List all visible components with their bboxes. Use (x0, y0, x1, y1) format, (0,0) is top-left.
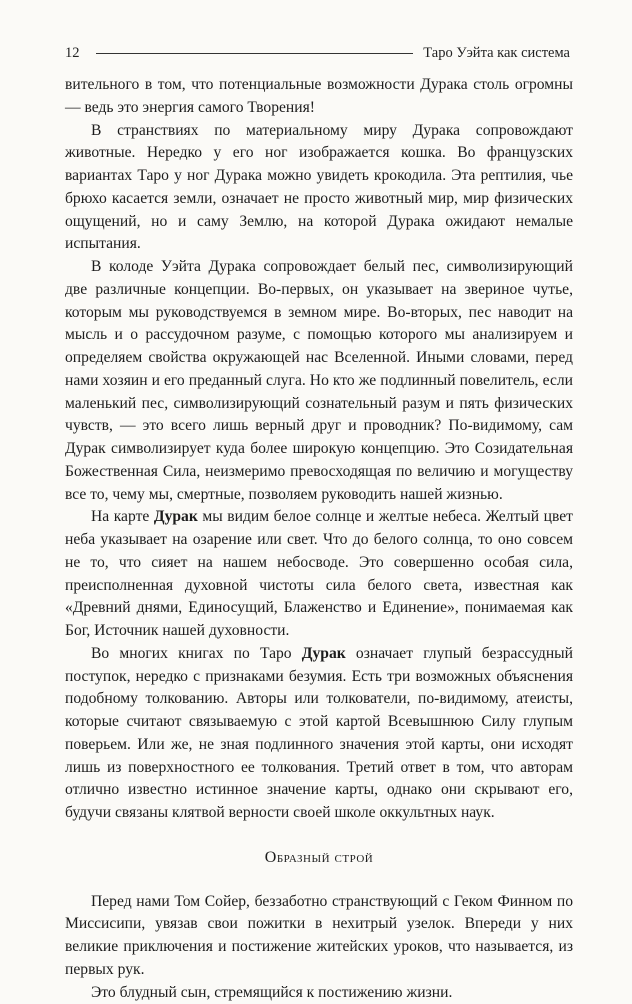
paragraph-2: В странствиях по материальному миру Дурака сопровождают животные. Нередко у его ног изображается кошка. Во французских вариантах Таро у ног Дурака можно увидеть крокодила. Эта рептилия, чье брюхо касается земли, означает не просто животный мир, мир физических ощущений, но и саму Землю, на которой Дурака ожидают немалые испытания. (65, 120, 573, 257)
paragraph-4-start: На карте (91, 508, 154, 525)
paragraph-3: В колоде Уэйта Дурака сопровождает белый пес, символизирующий две различные концепции. Во-первых, он указывает на звериное чутье, которым мы руководствуемся в земном мире. Во-вторых, пес наводит на мысль и о рассудочном разуме, с помощью которого мы анализируем и определяем свойства окружающей нас Вселенной. Иными словами, перед нами хозяин и его преданный слуга. Но кто же подлинный повелитель, если маленький пес, символизирующий сознательный разум и пять физических чувств, — это всего лишь верный друг и проводник? По-видимому, сам Дурак символизирует куда более широкую концепцию. Это Созидательная Божественная Сила, неизмеримо превосходящая по величию и могуществу все то, чему мы, смертные, позволяем руководить нашей жизнью. (65, 256, 573, 506)
running-title: Таро Уэйта как система (423, 45, 570, 62)
running-header (65, 42, 570, 64)
card-name-fool: Дурак (154, 508, 198, 525)
card-name-fool-2: Дурак (302, 645, 346, 662)
page-body (65, 74, 573, 1004)
section-heading: Образный строй (65, 847, 573, 870)
paragraph-4-rest: мы видим белое солнце и желтые небеса. Желтый цвет неба указывает на озарение или свет. Что до белого солнца, то оно совсем не то, что сияет на нашем небосводе. Это совершенно особая сила, преисполненная духовной чистоты сила белого света, известная как «Древний днями, Единосущий, Блаженство и Единение», понимаемая как Бог, Источник нашей духовности. (65, 508, 573, 639)
paragraph-7: Это блудный сын, стремящийся к постижению жизни. (65, 982, 573, 1004)
paragraph-5-rest: означает глупый безрассудный поступок, нередко с признаками безумия. Есть три возможных объяснения подобному толкованию. Авторы или толкователи, по-видимому, атеисты, которые считают связываемую с этой картой Всевышнюю Силу глупым поверьем. Или же, не зная подлинного значения этой карты, они исходят лишь из поверхностного ее толкования. Третий ответ в том, что авторам отлично известно истинное значение карты, однако они скрывают его, будучи связаны клятвой верности своей школе оккультных наук. (65, 645, 573, 821)
paragraph-1: вительного в том, что потенциальные возможности Дурака столь огромны — ведь это энергия самого Творения! (65, 74, 573, 120)
paragraph-6: Перед нами Том Сойер, беззаботно странствующий с Геком Финном по Миссисипи, увязав свои пожитки в нехитрый узелок. Впереди у них великие приключения и постижение житейских уроков, что называется, из первых рук. (65, 891, 573, 982)
header-rule (96, 53, 414, 54)
paragraph-5-start: Во многих книгах по Таро (91, 645, 302, 662)
paragraph-4 (65, 506, 573, 643)
page-number: 12 (65, 45, 80, 62)
paragraph-5 (65, 643, 573, 825)
